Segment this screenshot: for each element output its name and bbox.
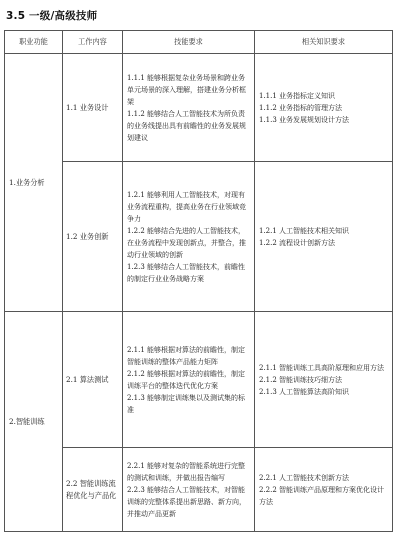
skills-cell: [123, 162, 255, 312]
skill-item: 1.2.1 能够利用人工智能技术，对现有业务流程重构，提高业务在行业领域竞争力: [127, 190, 246, 223]
knowledge-item: 2.2.2 智能训练产品原理和方案优化设计方法: [259, 485, 385, 506]
function-cell: 1.业务分析: [5, 54, 63, 312]
knowledge-cell: [255, 162, 393, 312]
skills-cell: [123, 312, 255, 448]
content-cell: 1.1 业务设计: [63, 54, 123, 162]
content-cell: 2.2 智能训练流程优化与产品化: [63, 448, 123, 532]
knowledge-cell: [255, 312, 393, 448]
knowledge-item: 2.1.2 智能训练技巧细方法: [259, 375, 343, 384]
table-header-row: [5, 31, 393, 54]
skills-cell: [123, 448, 255, 532]
knowledge-item: 1.1.1 业务指标定义知识: [259, 91, 336, 100]
skill-item: 2.1.1 能够根据对算法的前瞻性，制定智能训练的整体产品能力矩阵: [127, 345, 246, 366]
header-skills: 技能要求: [123, 31, 255, 54]
knowledge-item: 1.2.1 人工智能技术相关知识: [259, 226, 350, 235]
table-row: [5, 54, 393, 162]
skill-item: 1.1.2 能够结合人工智能技术为所负责的业务线提出具有前瞻性的业务发展规划建议: [127, 109, 246, 142]
skill-item: 1.1.1 能够根据复杂业务场景和跨业务单元场景的深入理解，搭建业务分析框架: [127, 73, 246, 106]
table-row: [5, 448, 393, 532]
skill-item: 2.1.3 能够制定训练集以及测试集的标准: [127, 393, 246, 414]
content-cell: 1.2 业务创新: [63, 162, 123, 312]
header-function: 职业功能: [5, 31, 63, 54]
header-knowledge: 相关知识要求: [255, 31, 393, 54]
section-title: 3.5 一级/高级技师: [6, 10, 98, 22]
knowledge-item: 1.1.3 业务发展规划设计方法: [259, 115, 350, 124]
skill-item: 2.2.3 能够结合人工智能技术，对智能训练的完整体系提出新思路、新方向，并推动产品更新: [127, 485, 246, 518]
skill-item: 1.2.3 能够结合人工智能技术，前瞻性的制定行业业务战略方案: [127, 262, 246, 283]
skill-item: 2.1.2 能够根据对算法的前瞻性，制定训练平台的整体迭代优化方案: [127, 369, 246, 390]
knowledge-item: 1.1.2 业务指标的管理方法: [259, 103, 343, 112]
table-row: [5, 312, 393, 448]
function-cell: 2.智能训练: [5, 312, 63, 532]
knowledge-item: 2.2.1 人工智能技术创新方法: [259, 473, 350, 482]
content-cell: 2.1 算法测试: [63, 312, 123, 448]
skills-cell: [123, 54, 255, 162]
knowledge-item: 2.1.1 智能训练工具高阶原理和应用方法: [259, 363, 385, 372]
skill-item: 1.2.2 能够结合先进的人工智能技术，在业务流程中发现创新点，并整合，推动行业领域的创新: [127, 226, 246, 259]
knowledge-cell: [255, 448, 393, 532]
header-content: 工作内容: [63, 31, 123, 54]
skill-requirements-table: [4, 30, 393, 532]
knowledge-item: 2.1.3 人工智能算法高阶知识: [259, 387, 350, 396]
skill-item: 2.2.1 能够对复杂的智能系统进行完整的测试和训练，并做出报告编写: [127, 461, 246, 482]
knowledge-cell: [255, 54, 393, 162]
knowledge-item: 1.2.2 流程设计创新方法: [259, 238, 336, 247]
table-row: [5, 162, 393, 312]
